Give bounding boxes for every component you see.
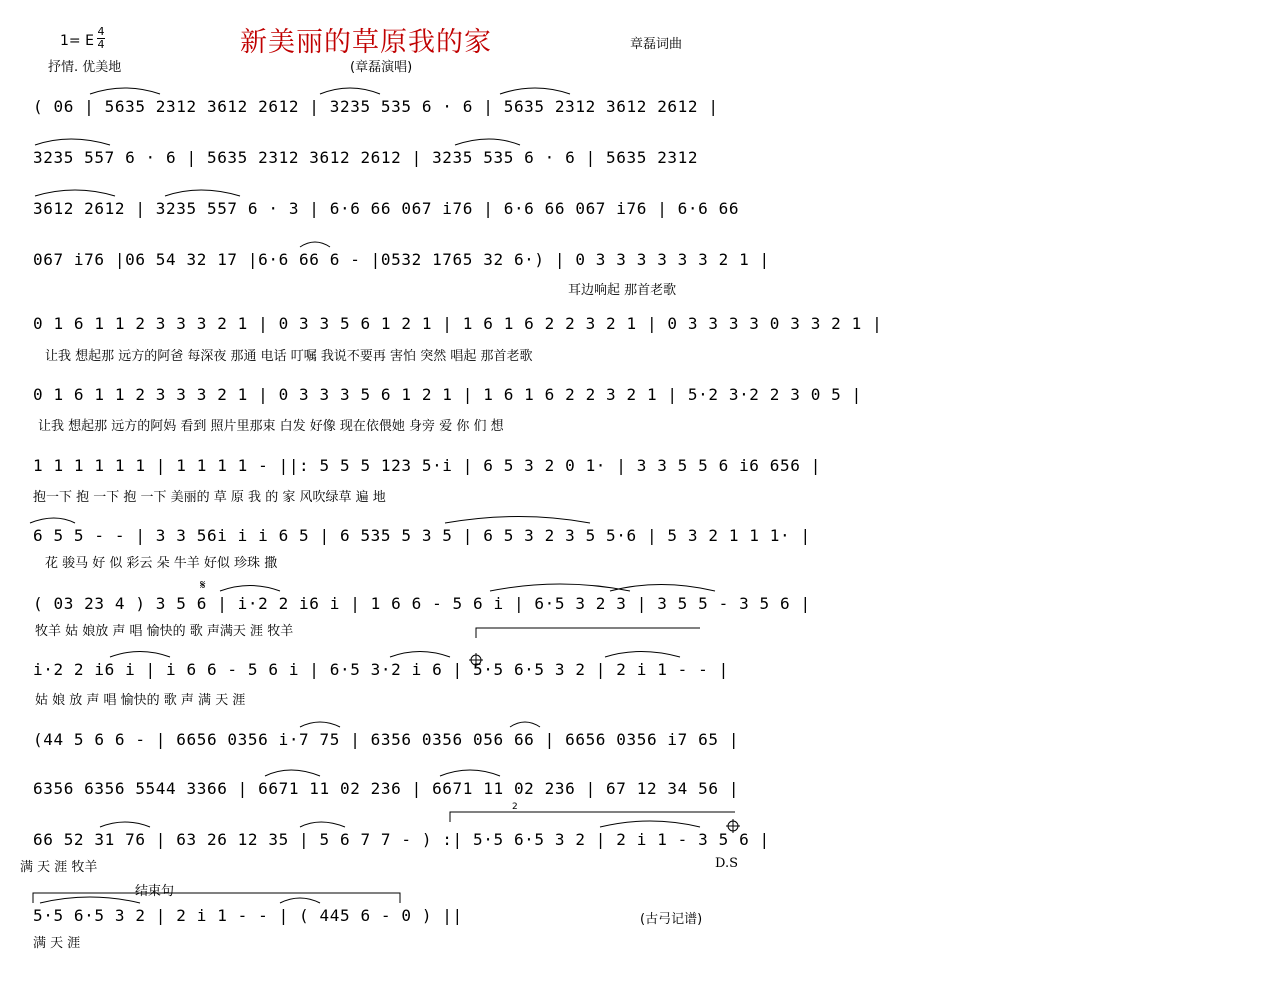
ending-label: 结束句: [135, 884, 175, 899]
slur: [220, 586, 280, 592]
lyric-line: 满 天 涯 牧羊: [20, 860, 98, 875]
notation-line: 6356 6356 5544 3366 | 6671 11 02 236 | 6671 11 02 236 | 67 12 34 56 |: [33, 779, 740, 798]
lyric-line: 姑 娘 放 声 唱 愉快的 歌 声 满 天 涯: [35, 693, 246, 708]
slur: [440, 770, 500, 776]
coda-icon: [469, 653, 483, 667]
ending-bracket: [33, 893, 400, 903]
lyric-line: 花 骏马 好 似 彩云 朵 牛羊 好似 珍珠 撒: [45, 556, 278, 571]
composer-credit: 章磊词曲: [630, 37, 683, 52]
meter-bottom: 4: [97, 38, 105, 51]
slur: [100, 822, 150, 827]
segno-sign: 𝄋: [200, 578, 206, 593]
slur: [600, 821, 700, 827]
notation-line: ( 06 | 5635 2312 3612 2612 | 3235 535 6 · 6 | 5635 2312 3612 2612 |: [33, 97, 719, 116]
notation-line: (44 5 6 6 - | 6656 0356 i·7 75 | 6356 0356 056 66 | 6656 0356 i7 65 |: [33, 730, 740, 749]
slur: [35, 139, 110, 145]
key-signature: 1= E: [60, 33, 94, 49]
slur: [265, 770, 320, 776]
lyric-line: 牧羊 姑 娘放 声 唱 愉快的 歌 声满天 涯 牧羊: [35, 624, 294, 639]
slur: [300, 242, 330, 247]
lyric-line: 抱一下 抱 一下 抱 一下 美丽的 草 原 我 的 家 风吹绿草 遍 地: [33, 490, 386, 505]
notation-line: 1 1 1 1 1 1 | 1 1 1 1 - ||: 5 5 5 123 5·i | 6 5 3 2 0 1· | 3 3 5 5 6 i6 656 |: [33, 456, 821, 475]
slur: [90, 88, 160, 94]
lyric-line: 让我 想起那 远方的阿爸 每深夜 那通 电话 叮嘱 我说不要再 害怕 突然 唱起 那首老歌: [45, 349, 533, 364]
slur: [605, 652, 680, 658]
notation-line: 067 i76 |06 54 32 17 |6·6 66 6 - |0532 1765 32 6·) | 0 3 3 3 3 3 3 2 1 |: [33, 250, 770, 269]
meter-top: 4: [97, 25, 105, 38]
slur: [280, 898, 320, 903]
notation-line: 3612 2612 | 3235 557 6 · 3 | 6·6 66 067 i76 | 6·6 66 067 i76 | 6·6 66: [33, 199, 740, 218]
lyric-line: 耳边响起 那首老歌: [568, 283, 677, 298]
slur: [165, 190, 240, 196]
notation-line: 3235 557 6 · 6 | 5635 2312 3612 2612 | 3235 535 6 · 6 | 5635 2312: [33, 148, 699, 167]
slur: [35, 190, 115, 196]
singer-credit: (章磊演唱): [350, 60, 413, 75]
coda-icon: [726, 819, 740, 833]
song-title: 新美丽的草原我的家: [240, 27, 492, 58]
slur: [490, 584, 630, 591]
slur: [30, 518, 75, 523]
notation-line: 0 1 6 1 1 2 3 3 3 2 1 | 0 3 3 5 6 1 2 1 | 1 6 1 6 2 2 3 2 1 | 0 3 3 3 3 0 3 3 2 1 |: [33, 314, 883, 333]
notation-line: 0 1 6 1 1 2 3 3 3 2 1 | 0 3 3 3 5 6 1 2 1 | 1 6 1 6 2 2 3 2 1 | 5·2 3·2 2 3 0 5 |: [33, 385, 862, 404]
slur: [390, 652, 450, 658]
lyric-line: 让我 想起那 远方的阿妈 看到 照片里那束 白发 好像 现在依偎她 身旁 爱 你 们 想: [38, 419, 504, 434]
slur: [300, 722, 340, 727]
notation-line: 6 5 5 - - | 3 3 56i i i 6 5 | 6 535 5 3 5 | 6 5 3 2 3 5 5·6 | 5 3 2 1 1 1· |: [33, 526, 811, 545]
notation-line: 66 52 31 76 | 63 26 12 35 | 5 6 7 7 - ) :| 5·5 6·5 3 2 | 2 i 1 - 3 5 6 |: [33, 830, 770, 849]
transcriber-credit: (古弓记谱): [640, 912, 703, 927]
slur: [320, 88, 380, 94]
notation-line: 5·5 6·5 3 2 | 2 i 1 - - | ( 445 6 - 0 ) ||: [33, 906, 463, 925]
volta-bracket: [476, 628, 700, 638]
slur: [40, 897, 140, 903]
notation-line: ( 03 23 4 ) 3 5 6 | i·2 2 i6 i | 1 6 6 - 5 6 i | 6·5 3 2 3 | 3 5 5 - 3 5 6 |: [33, 594, 811, 613]
slur: [510, 722, 540, 727]
slur: [110, 652, 170, 658]
slur: [500, 88, 570, 94]
volta-bracket: [450, 812, 735, 822]
slur: [445, 517, 590, 524]
lyric-line: 满 天 涯: [33, 936, 81, 951]
performance-style: 抒情. 优美地: [48, 60, 122, 75]
ds-mark: D.S: [715, 856, 738, 871]
slur: [300, 822, 345, 827]
slur: [455, 139, 520, 145]
volta-number: 2: [512, 802, 518, 812]
notation-line: i·2 2 i6 i | i 6 6 - 5 6 i | 6·5 3·2 i 6 | 5·5 6·5 3 2 | 2 i 1 - - |: [33, 660, 729, 679]
